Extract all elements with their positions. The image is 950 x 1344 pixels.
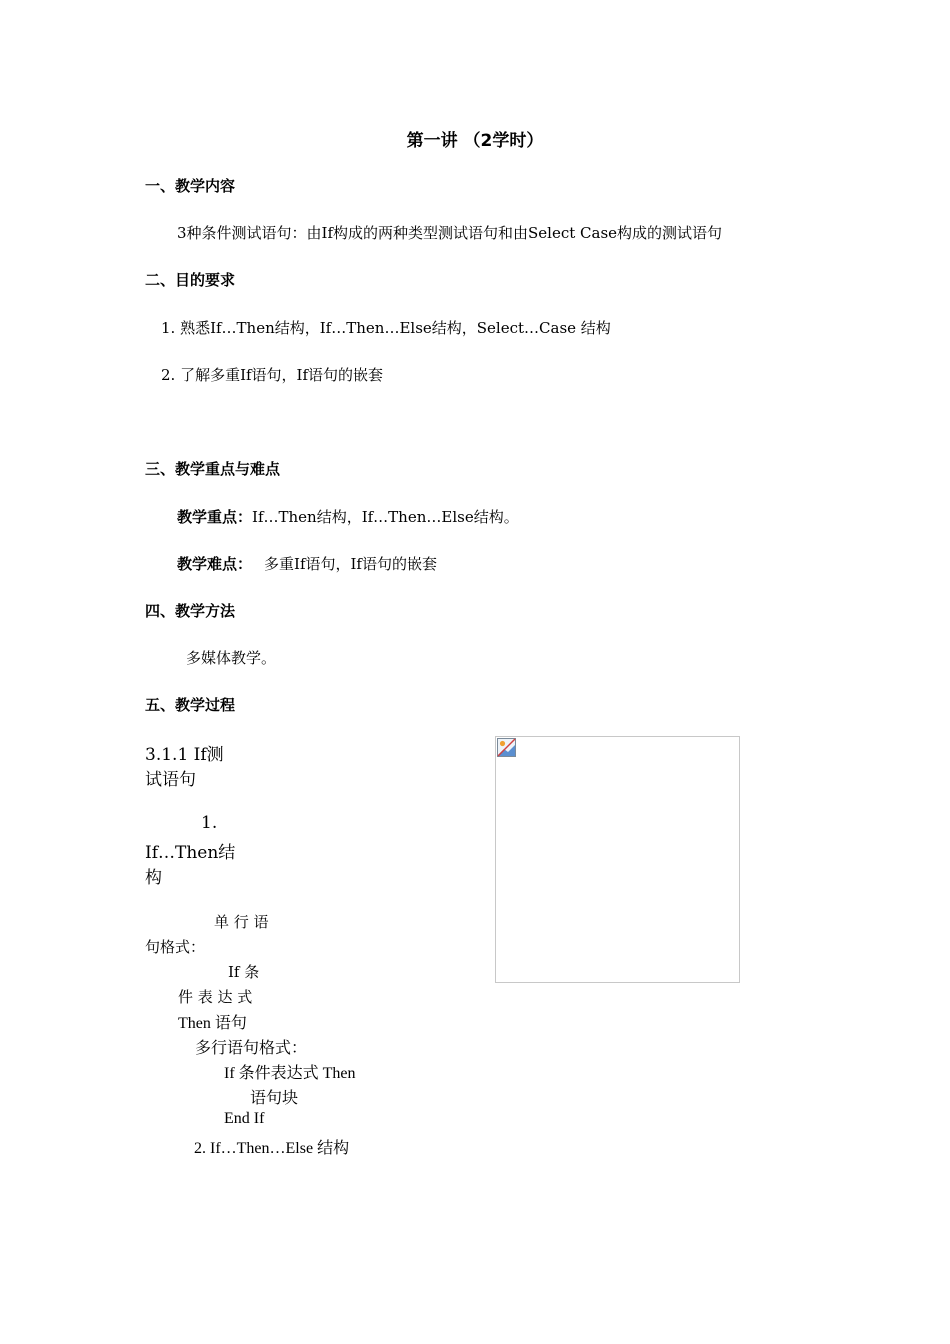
section-heading-process: 五、教学过程	[145, 696, 236, 714]
broken-image-icon	[497, 738, 516, 757]
section-heading-key-points: 三、教学重点与难点	[145, 460, 281, 478]
section-heading-requirements: 二、目的要求	[145, 271, 236, 289]
subsection-heading: 3.1.1 If测	[145, 745, 224, 765]
single-line-format-label-cont: 句格式：	[145, 938, 206, 956]
key-point-label: 教学重点：	[177, 508, 253, 526]
multi-line-format-label: 多行语句格式：	[195, 1040, 308, 1057]
key-point-text: If…Then结构，If…Then…Else结构。	[252, 508, 519, 526]
item-1-title-cont: 构	[145, 868, 162, 888]
item-1-title: If…Then结	[145, 843, 236, 863]
single-line-format-label: 单 行 语	[214, 913, 269, 931]
section-heading-content: 一、教学内容	[145, 177, 236, 195]
key-point-line	[177, 506, 519, 527]
difficulty-text: 多重If语句，If语句的嵌套	[264, 555, 437, 573]
subsection-heading-cont: 试语句	[145, 770, 196, 790]
requirement-item-1: 1. 熟悉If…Then结构，If…Then…Else结构，Select…Case 结构	[161, 319, 611, 337]
requirement-item-2: 2. 了解多重If语句，If语句的嵌套	[161, 366, 384, 384]
single-line-if: If 条	[228, 963, 260, 981]
page-title: 第一讲 （2学时）	[406, 131, 544, 151]
difficulty-label: 教学难点：	[177, 555, 253, 573]
content-text: 3种条件测试语句：由If构成的两种类型测试语句和由Select Case构成的测试语句	[177, 224, 723, 242]
difficulty-line	[177, 553, 437, 574]
method-text: 多媒体教学。	[186, 649, 277, 667]
item-2-title: 2. If…Then…Else 结构	[194, 1140, 350, 1157]
multi-line-if: If 条件表达式 Then	[224, 1065, 356, 1082]
item-1-number: 1.	[201, 813, 218, 833]
single-line-then: Then 语句	[178, 1015, 247, 1032]
single-line-condition: 件 表 达 式	[178, 988, 253, 1006]
multi-line-block: 语句块	[250, 1090, 299, 1107]
image-placeholder	[495, 736, 740, 983]
section-heading-method: 四、教学方法	[145, 602, 236, 620]
multi-line-end-if: End If	[224, 1110, 265, 1127]
